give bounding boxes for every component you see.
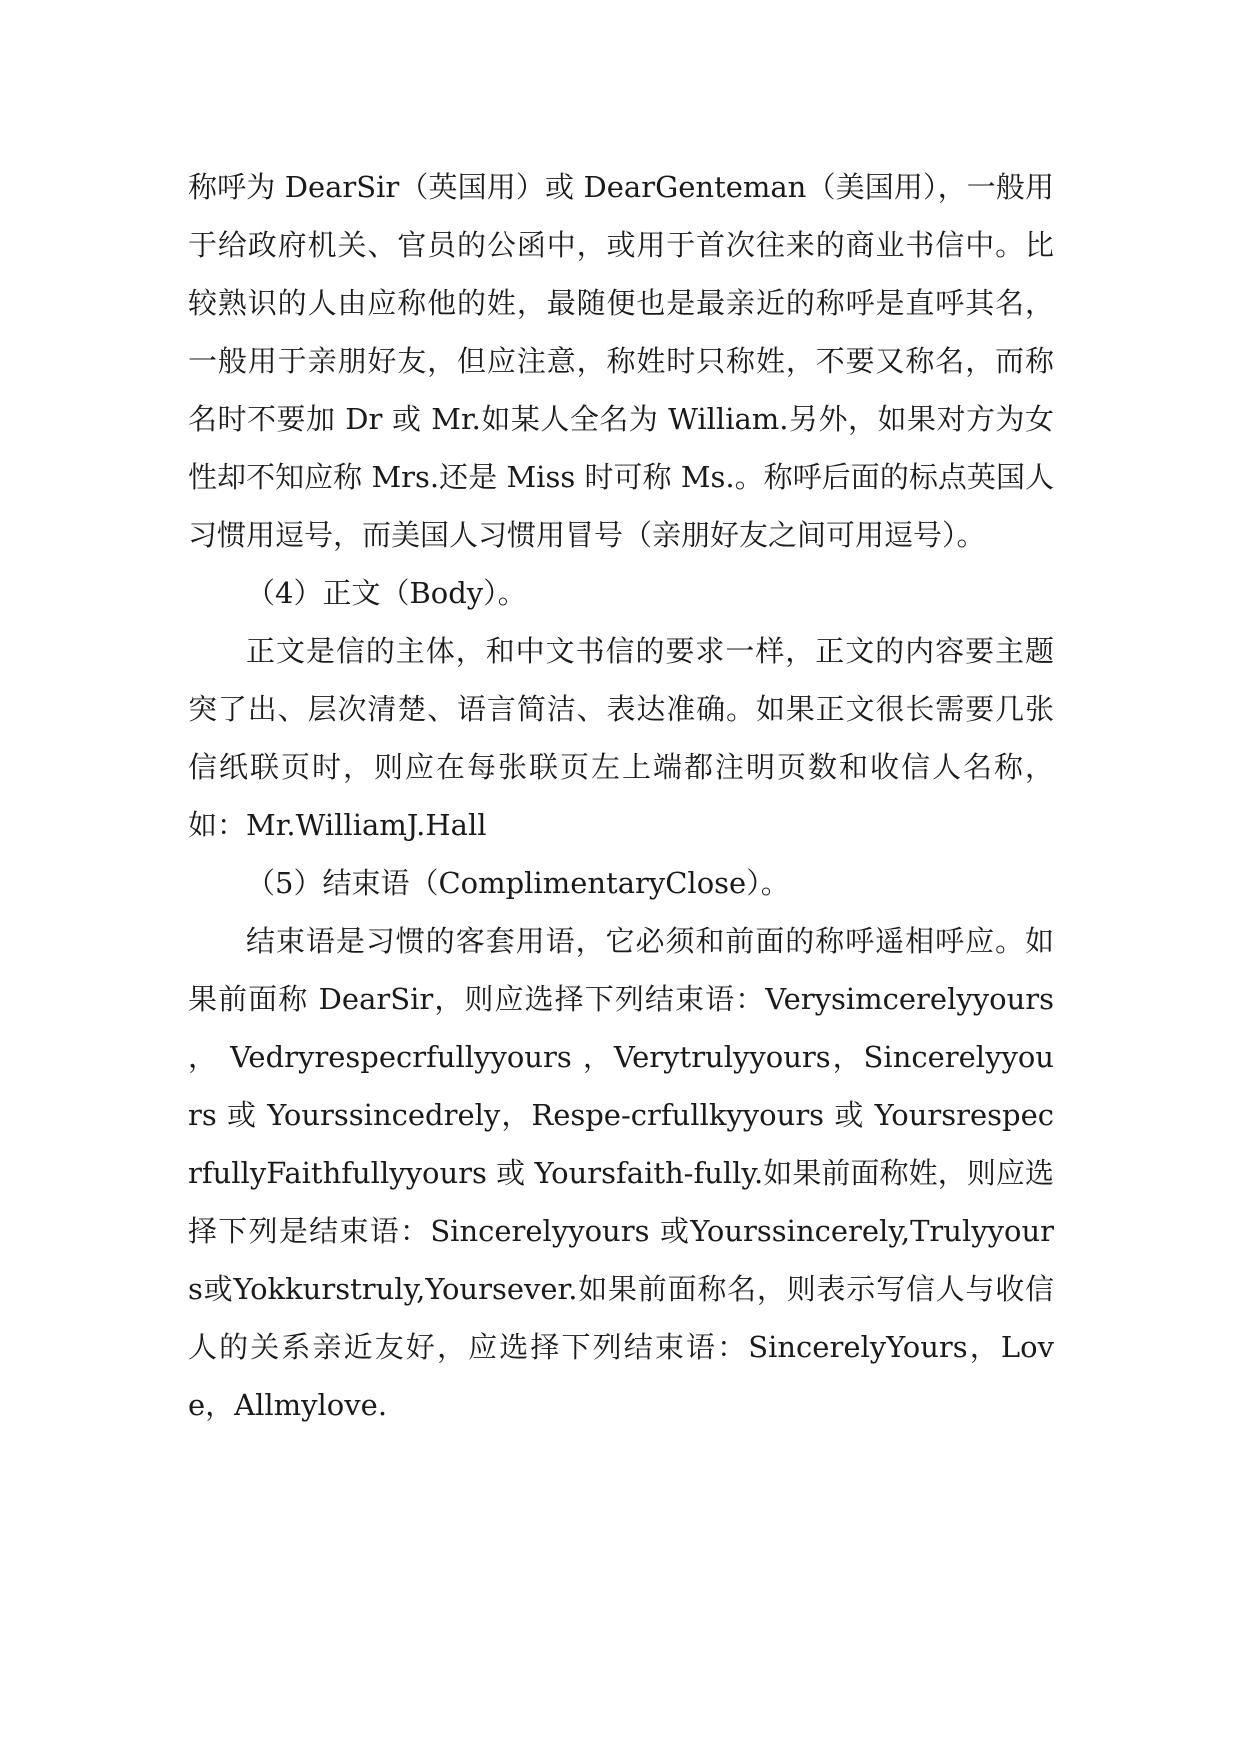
complimentary-close-paragraph: 结束语是习惯的客套用语，它必须和前面的称呼遥相呼应。如果前面称 DearSir，则应选择下列结束语：Verysimcerelyyours ， Vedryrespecrfullyyours ，Verytrulyyours，Sincerelyyours 或 Yourssincedrely，Respe-crfullkyyours 或 YoursrespecrfullyFaithfullyyours 或 Yoursfaith-fully.如果前面称姓，则应选择下列是结束语：Sincerelyyours 或Yourssincerely,Trulyyours或Yokkurstruly,Yoursever.如果前面称名，则表示写信人与收信人的关系亲近友好，应选择下列结束语：SincerelyYours，Love，Allmylove. bbox=[188, 924, 1054, 1422]
body-section-heading: （4）正文（Body）。 bbox=[246, 576, 527, 610]
body-description-paragraph: 正文是信的主体，和中文书信的要求一样，正文的内容要主题突了出、层次清楚、语言简洁、表达准确。如果正文很长需要几张信纸联页时，则应在每张联页左上端都注明页数和收信人名称，如：Mr.WilliamJ.Hall bbox=[188, 634, 1054, 842]
complimentary-close-heading: （5）结束语（ComplimentaryClose）。 bbox=[246, 866, 790, 900]
document-page bbox=[188, 158, 1054, 1434]
salutation-usage-paragraph: 称呼为 DearSir（英国用）或 DearGenteman（美国用），一般用于给政府机关、官员的公函中，或用于首次往来的商业书信中。比较熟识的人由应称他的姓，最随便也是最亲近的称呼是直呼其名，一般用于亲朋好友，但应注意，称姓时只称姓，不要又称名，而称名时不要加 Dr 或 Mr.如某人全名为 William.另外，如果对方为女性却不知应称 Mrs.还是 Miss 时可称 Ms.。称呼后面的标点英国人习惯用逗号，而美国人习惯用冒号（亲朋好友之间可用逗号）。 bbox=[188, 170, 1054, 552]
